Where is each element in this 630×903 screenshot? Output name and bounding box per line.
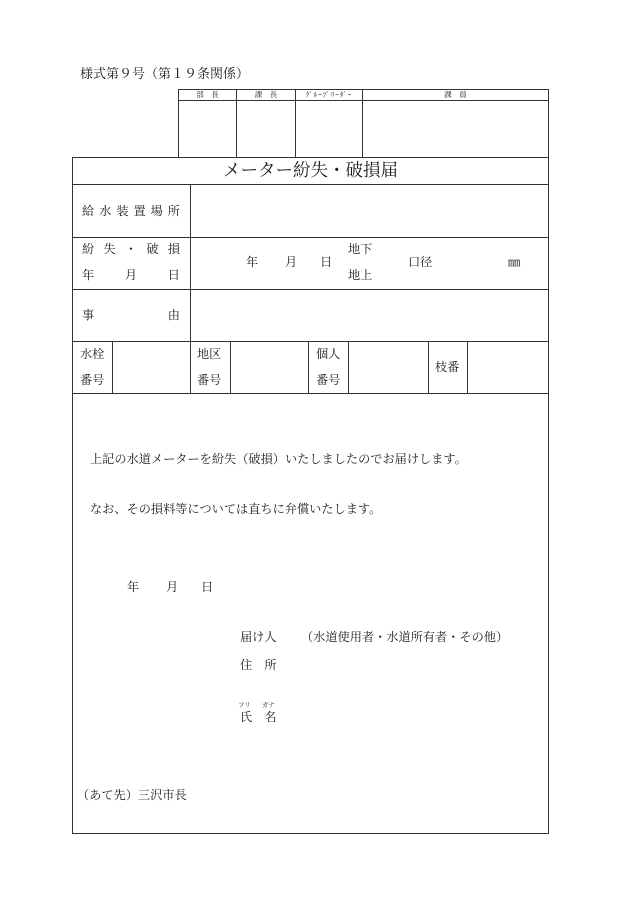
approval-header-group-leader: ｸﾞﾙｰﾌﾟﾘｰﾀﾞｰ xyxy=(296,90,363,101)
district-number-value-cell xyxy=(231,342,309,393)
row-supply-location xyxy=(73,185,548,238)
form-title: メーター紛失・破損届 xyxy=(223,161,398,181)
name-label: 氏 名 xyxy=(240,710,277,724)
meter-report-form xyxy=(72,157,549,834)
personal-number-label-line2: 番号 xyxy=(316,373,341,387)
supply-location-label-cell xyxy=(73,185,191,237)
submission-month-label: 月 xyxy=(166,580,179,594)
underground-option: 地下 xyxy=(348,242,373,256)
loss-year-label: 年 xyxy=(246,255,259,269)
approval-header-kain: 課 員 xyxy=(363,90,548,101)
form-reference-number: 様式第９号（第１９条関係） xyxy=(80,67,250,82)
faucet-number-label-cell xyxy=(73,342,113,393)
submission-day-label: 日 xyxy=(201,580,214,594)
reason-label: 事由 xyxy=(82,308,180,322)
form-title-row xyxy=(73,158,548,185)
approval-stamp-kain xyxy=(363,101,548,157)
loss-day-label: 日 xyxy=(320,255,333,269)
approval-stamp-kacho xyxy=(237,101,296,157)
row-loss-date xyxy=(73,238,548,290)
declaration-statement: 上記の水道メーターを紛失（破損）いたしましたのでお届けします。 xyxy=(90,452,467,466)
loss-month-label: 月 xyxy=(285,255,298,269)
approval-stamp-bucho xyxy=(179,101,237,157)
approval-header-kacho: 課 長 xyxy=(237,90,296,101)
row-numbers xyxy=(73,342,548,394)
district-number-label-line1: 地区 xyxy=(197,347,222,361)
addressee: （あて先）三沢市長 xyxy=(77,788,187,802)
declaration-body xyxy=(73,394,548,833)
approval-header-bucho: 部 長 xyxy=(179,90,237,101)
personal-number-label-cell xyxy=(309,342,349,393)
submission-year-label: 年 xyxy=(127,580,140,594)
approval-stamp-group-leader xyxy=(296,101,363,157)
faucet-number-label-line1: 水栓 xyxy=(80,347,105,361)
notifier-type-options: （水道使用者・水道所有者・その他） xyxy=(301,630,509,644)
supply-location-label: 給水装置場所 xyxy=(82,204,180,218)
approval-stamp-table xyxy=(178,89,549,158)
loss-date-value-cell xyxy=(191,238,548,289)
branch-number-label-cell xyxy=(429,342,468,393)
loss-date-label-line1: 紛失・破損 xyxy=(82,242,180,256)
notifier-label: 届け人 xyxy=(240,630,277,644)
faucet-number-value-cell xyxy=(113,342,191,393)
aboveground-option: 地上 xyxy=(348,268,373,282)
diameter-unit: ㎜ xyxy=(508,255,521,269)
furigana-label-part1: フリ xyxy=(238,701,251,709)
personal-number-label-line1: 個人 xyxy=(316,347,341,361)
branch-number-label: 枝番 xyxy=(435,360,460,374)
row-reason xyxy=(73,290,548,342)
diameter-label: 口径 xyxy=(408,255,433,269)
loss-date-label-cell xyxy=(73,238,191,289)
district-number-label-line2: 番号 xyxy=(197,373,222,387)
district-number-label-cell xyxy=(191,342,231,393)
personal-number-value-cell xyxy=(349,342,429,393)
compensation-statement: なお、その損料等については直ちに弁償いたします。 xyxy=(90,502,382,516)
supply-location-value-cell xyxy=(191,185,548,237)
furigana-label-part2: ガナ xyxy=(262,701,275,709)
faucet-number-label-line2: 番号 xyxy=(80,373,105,387)
branch-number-value-cell xyxy=(468,342,548,393)
reason-value-cell xyxy=(191,290,548,341)
loss-date-label-line2: 年月日 xyxy=(82,268,180,282)
reason-label-cell xyxy=(73,290,191,341)
address-label: 住 所 xyxy=(240,658,277,672)
